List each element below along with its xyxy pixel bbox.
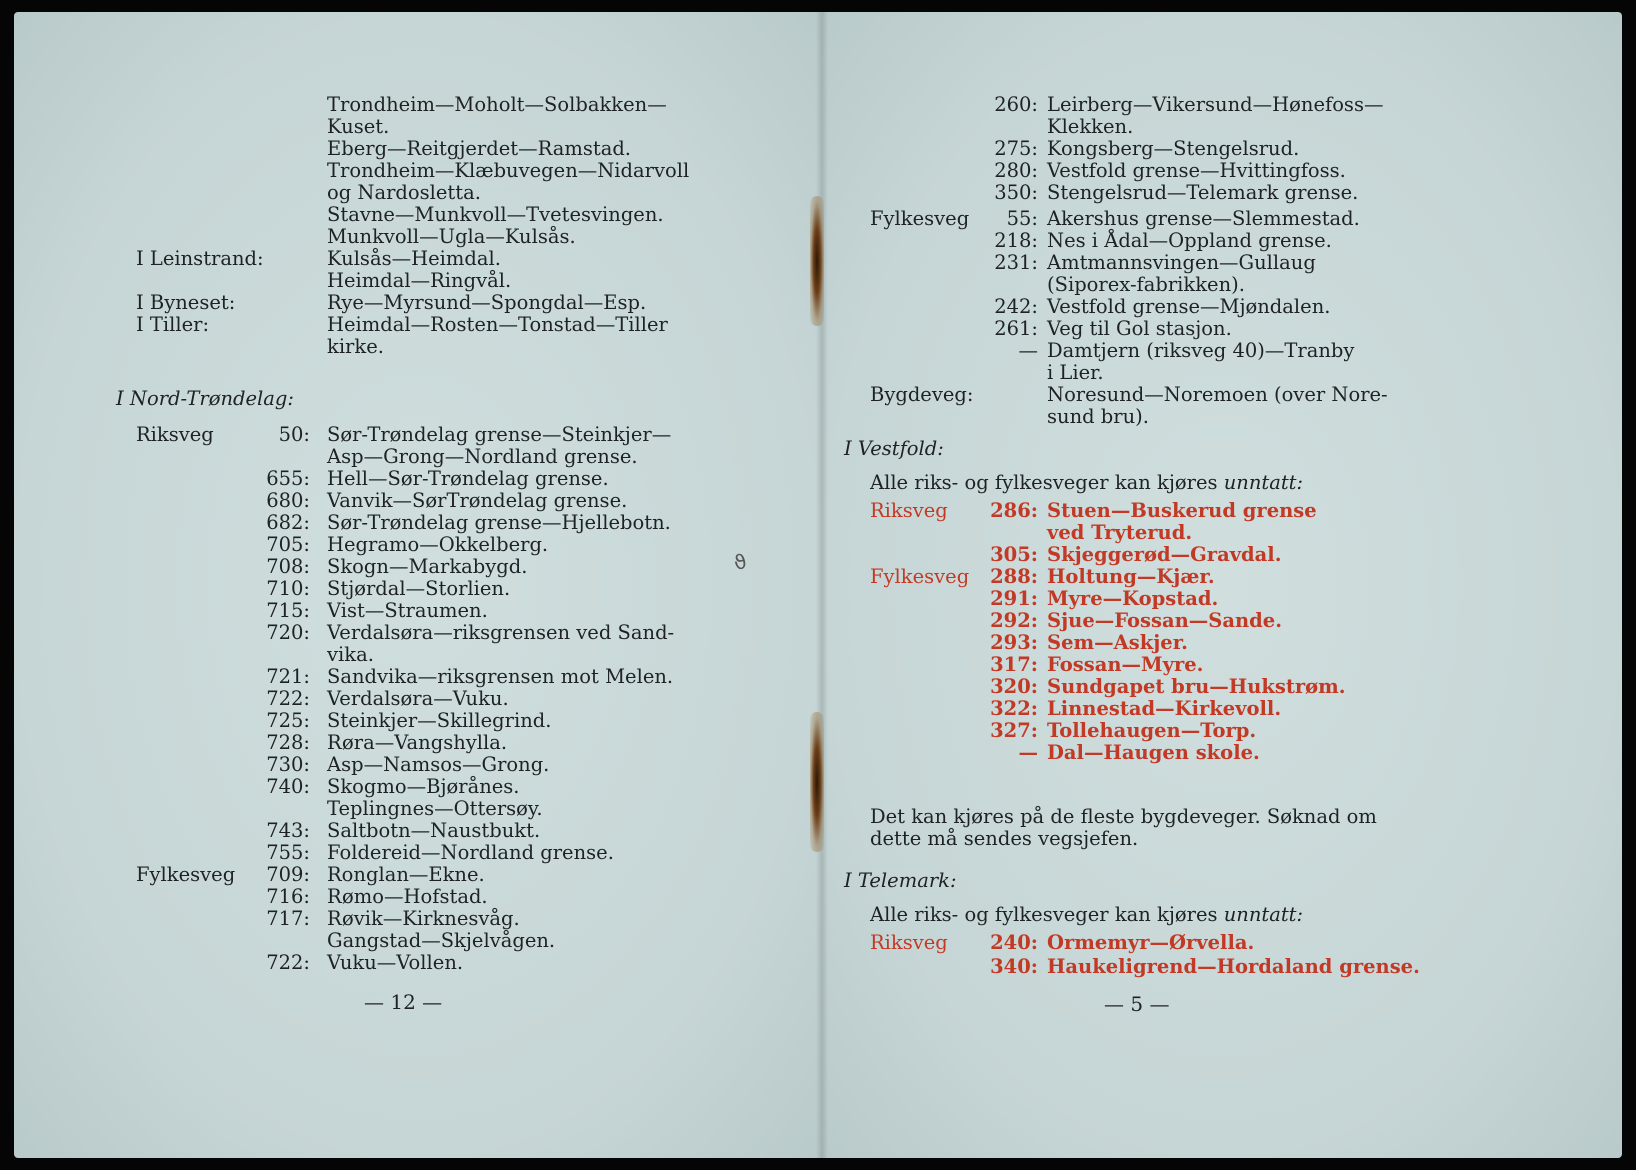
route-line: Haukeligrend—Hordaland grense. — [1047, 955, 1420, 978]
pencil-mark-icon: ϑ — [731, 548, 750, 576]
intro-text: Alle riks- og fylkesveger kan kjøres — [870, 471, 1218, 494]
road-number: 55: — [1006, 207, 1038, 230]
route-line: Asp—Grong—Nordland grense. — [327, 445, 638, 468]
staple-burn-mark-top — [810, 196, 824, 326]
road-number: 322: — [990, 697, 1038, 720]
road-number: 218: — [994, 229, 1038, 252]
road-number: 720: — [266, 621, 310, 644]
route-line: Stjørdal—Storlien. — [327, 577, 511, 600]
route-line: Teplingnes—Ottersøy. — [327, 797, 543, 820]
leinstrand-label: I Leinstrand: — [136, 247, 264, 270]
route-line: Foldereid—Nordland grense. — [327, 841, 614, 864]
route-line: Sør-Trøndelag grense—Steinkjer— — [327, 423, 672, 446]
road-number: 340: — [990, 955, 1038, 978]
staple-burn-mark-bottom — [810, 712, 824, 852]
route-line: Myre—Kopstad. — [1047, 587, 1219, 610]
road-number: 305: — [990, 543, 1038, 566]
route-line: Rømo—Hofstad. — [327, 885, 488, 908]
road-number: 320: — [990, 675, 1038, 698]
route-line: Skjeggerød—Gravdal. — [1047, 543, 1282, 566]
route-line: Sjue—Fossan—Sande. — [1047, 609, 1282, 632]
road-number: 680: — [266, 489, 310, 512]
binding-fold — [816, 12, 828, 1158]
unntatt-text: unntatt: — [1223, 903, 1304, 926]
route-line: Sør-Trøndelag grense—Hjellebotn. — [327, 511, 671, 534]
route-line: Sem—Askjer. — [1047, 631, 1188, 654]
route-line: Skogmo—Bjørånes. — [327, 775, 520, 798]
route-line: Vuku—Vollen. — [327, 951, 464, 974]
route-line: Linnestad—Kirkevoll. — [1047, 697, 1282, 720]
route-line: Skogn—Markabygd. — [327, 555, 528, 578]
route-line: Ormemyr—Ørvella. — [1047, 931, 1255, 954]
road-number: 717: — [266, 907, 310, 930]
route-line: Sundgapet bru—Hukstrøm. — [1047, 675, 1346, 698]
left-page — [14, 12, 822, 1158]
route-line: Stengelsrud—Telemark grense. — [1047, 181, 1359, 204]
route-line: i Lier. — [1047, 361, 1104, 384]
route-line: Gangstad—Skjelvågen. — [327, 929, 556, 952]
road-number: 730: — [266, 753, 310, 776]
road-number: 715: — [266, 599, 310, 622]
road-number: 261: — [994, 317, 1038, 340]
unntatt-text: unntatt: — [1223, 471, 1304, 494]
route-line: Røra—Vangshylla. — [327, 731, 508, 754]
riksveg-label: Riksveg — [136, 423, 214, 446]
right-page — [822, 12, 1622, 1158]
route-line: Nes i Ådal—Oppland grense. — [1047, 229, 1332, 252]
route-line: Eberg—Reitgjerdet—Ramstad. — [327, 137, 632, 160]
route-line: Kuset. — [327, 115, 390, 138]
route-line: Hegramo—Okkelberg. — [327, 533, 549, 556]
route-line: Trondheim—Klæbuvegen—Nidarvoll — [327, 159, 690, 182]
road-number: 286: — [990, 499, 1038, 522]
road-number: 725: — [266, 709, 310, 732]
route-line: vika. — [327, 643, 374, 666]
page-number: — 12 — — [364, 990, 443, 1014]
road-number: 710: — [266, 577, 310, 600]
route-line: Steinkjer—Skillegrind. — [327, 709, 552, 732]
route-line: Leirberg—Vikersund—Hønefoss— — [1047, 93, 1384, 116]
road-number: 716: — [266, 885, 310, 908]
route-line: Vist—Straumen. — [327, 599, 488, 622]
road-number: 755: — [266, 841, 310, 864]
route-line: Holtung—Kjær. — [1047, 565, 1215, 588]
riksveg-label: Riksveg — [870, 931, 948, 954]
route-line: Vanvik—SørTrøndelag grense. — [327, 489, 628, 512]
road-number: 50: — [278, 423, 310, 446]
route-line: Kulsås—Heimdal. — [327, 247, 501, 270]
route-line: Tollehaugen—Torp. — [1047, 719, 1257, 742]
route-line: Hell—Sør-Trøndelag grense. — [327, 467, 609, 490]
road-number: 280: — [994, 159, 1038, 182]
road-number: 708: — [266, 555, 310, 578]
road-number: 288: — [990, 565, 1038, 588]
road-number: 722: — [266, 687, 310, 710]
route-line: og Nardosletta. — [327, 181, 481, 204]
route-line: Sandvika—riksgrensen mot Melen. — [327, 665, 674, 688]
road-number: 722: — [266, 951, 310, 974]
bygdeveg-label: Bygdeveg: — [870, 383, 974, 406]
vestfold-heading: I Vestfold: — [844, 437, 944, 460]
road-number: 705: — [266, 533, 310, 556]
route-line: Kongsberg—Stengelsrud. — [1047, 137, 1300, 160]
telemark-intro — [870, 904, 1303, 926]
road-number: 655: — [266, 467, 310, 490]
tiller-label: I Tiller: — [136, 313, 210, 336]
route-line: kirke. — [327, 335, 384, 358]
road-number: 721: — [266, 665, 310, 688]
road-number: 242: — [994, 295, 1038, 318]
route-line: Stuen—Buskerud grense — [1047, 499, 1317, 522]
road-number: 743: — [266, 819, 310, 842]
route-line: Klekken. — [1047, 115, 1134, 138]
route-line: Noresund—Noremoen (over Nore- — [1047, 383, 1388, 406]
fylkesveg-label: Fylkesveg — [870, 565, 970, 588]
road-number: 275: — [994, 137, 1038, 160]
route-line: Amtmannsvingen—Gullaug — [1047, 251, 1316, 274]
route-line: Verdalsøra—riksgrensen ved Sand- — [327, 621, 675, 644]
byneset-label: I Byneset: — [136, 291, 236, 314]
telemark-heading: I Telemark: — [844, 869, 957, 892]
intro-text: Alle riks- og fylkesveger kan kjøres — [870, 903, 1218, 926]
route-line: Dal—Haugen skole. — [1047, 741, 1260, 764]
route-line: Trondheim—Moholt—Solbakken— — [327, 93, 667, 116]
route-line: sund bru). — [1047, 405, 1149, 428]
route-line: ved Tryterud. — [1047, 521, 1193, 544]
road-number: 291: — [990, 587, 1038, 610]
note-line: dette må sendes vegsjefen. — [870, 827, 1139, 850]
route-line: Fossan—Myre. — [1047, 653, 1204, 676]
route-line: Heimdal—Ringvål. — [327, 269, 512, 292]
road-number: 709: — [266, 863, 310, 886]
route-line: (Siporex-fabrikken). — [1047, 273, 1245, 296]
riksveg-label: Riksveg — [870, 499, 948, 522]
page-number: — 5 — — [1104, 992, 1170, 1016]
route-line: Asp—Namsos—Grong. — [327, 753, 550, 776]
route-line: Munkvoll—Ugla—Kulsås. — [327, 225, 576, 248]
route-line: Ronglan—Ekne. — [327, 863, 485, 886]
road-number: 240: — [990, 931, 1038, 954]
note-line: Det kan kjøres på de fleste bygdeveger. Søknad om — [870, 805, 1377, 828]
route-line: Heimdal—Rosten—Tonstad—Tiller — [327, 313, 668, 336]
route-line: Røvik—Kirknesvåg. — [327, 907, 520, 930]
road-number: 682: — [266, 511, 310, 534]
road-number: 292: — [990, 609, 1038, 632]
route-line: Veg til Gol stasjon. — [1047, 317, 1232, 340]
road-number: — — [1018, 339, 1038, 362]
fylkesveg-label: Fylkesveg — [870, 207, 970, 230]
vestfold-intro — [870, 472, 1303, 494]
route-line: Damtjern (riksveg 40)—Tranby — [1047, 339, 1355, 362]
route-line: Saltbotn—Naustbukt. — [327, 819, 541, 842]
route-line: Akershus grense—Slemmestad. — [1047, 207, 1360, 230]
road-number: — — [1018, 741, 1038, 764]
road-number: 317: — [990, 653, 1038, 676]
road-number: 327: — [990, 719, 1038, 742]
route-line: Verdalsøra—Vuku. — [327, 687, 509, 710]
road-number: 231: — [994, 251, 1038, 274]
route-line: Stavne—Munkvoll—Tvetesvingen. — [327, 203, 664, 226]
nord-trondelag-heading: I Nord-Trøndelag: — [116, 387, 294, 410]
road-number: 293: — [990, 631, 1038, 654]
fylkesveg-label: Fylkesveg — [136, 863, 236, 886]
route-line: Vestfold grense—Mjøndalen. — [1047, 295, 1331, 318]
road-number: 350: — [994, 181, 1038, 204]
road-number: 728: — [266, 731, 310, 754]
route-line: Vestfold grense—Hvittingfoss. — [1047, 159, 1346, 182]
route-line: Rye—Myrsund—Spongdal—Esp. — [327, 291, 647, 314]
road-number: 740: — [266, 775, 310, 798]
road-number: 260: — [994, 93, 1038, 116]
